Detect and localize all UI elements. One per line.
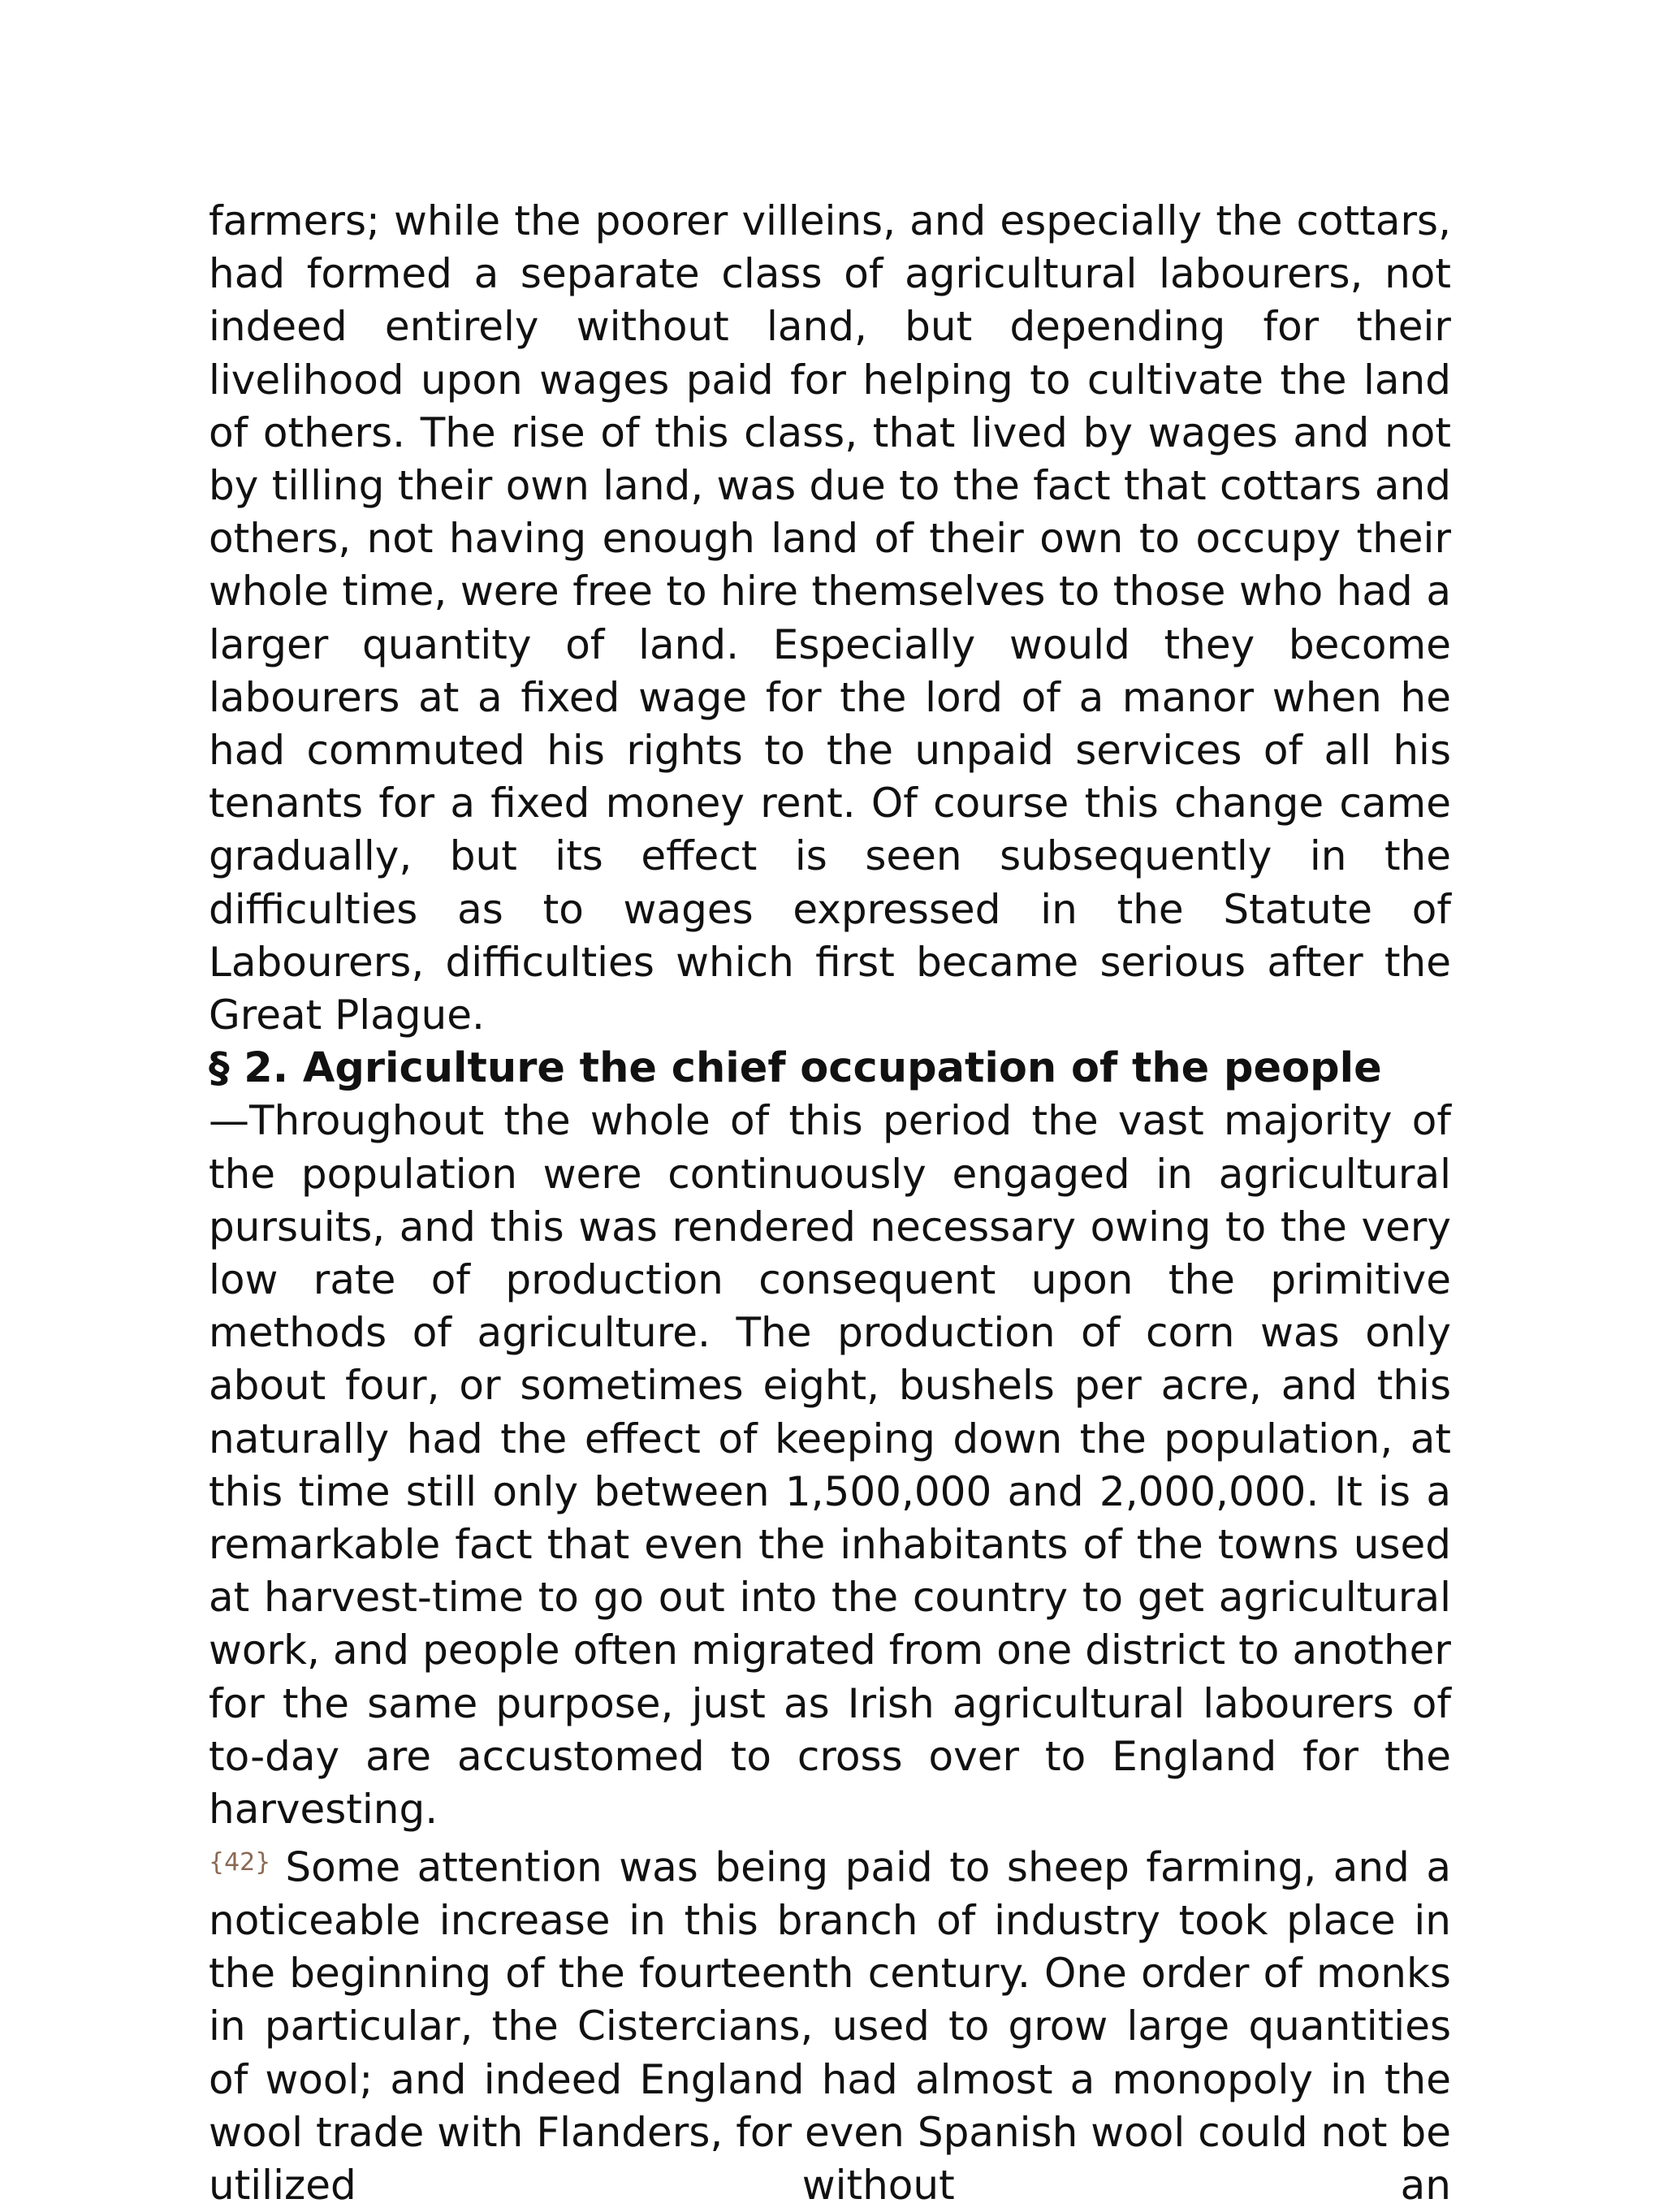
- document-page: [209, 195, 1451, 2212]
- paragraph: [209, 1836, 1451, 2212]
- paragraph-text: Some attention was being paid to sheep farming, and a noticeable increase in this branch of industry took place in the beginning of the fourteenth century. One order of monks in particular, the Cistercians, used to grow large quantities of wool; and indeed England had almost a monopoly in the wool trade with Flanders, for even Spanish wool could not be utilized without an: [209, 1843, 1451, 2210]
- section-heading: § 2. Agriculture the chief occupation of the people: [209, 1044, 1382, 1093]
- page-number: {42}: [209, 1848, 271, 1877]
- paragraph: farmers; while the poorer villeins, and especially the cottars, had formed a separate class of agricultural labourers, not indeed entirely without land, but depending for their livelihood upon wages paid for helping to cultivate the land of others. The rise of this class, that lived by wages and not by tilling their own land, was due to the fact that cottars and others, not having enough land of their own to occupy their whole time, were free to hire themselves to those who had a larger quantity of land. Especially would they become labourers at a fixed wage for the lord of a manor when he had commuted his rights to the unpaid services of all his tenants for a fixed money rent. Of course this change came gradually, but its effect is seen subsequently in the difficulties as to wages expressed in the Statute of Labourers, difficulties which first became serious after the Great Plague.: [209, 197, 1451, 1039]
- paragraph: —Throughout the whole of this period the vast majority of the population were continuously engaged in agricultural pursuits, and this was rendered necessary owing to the very low rate of production consequent upon the primitive methods of agriculture. The production of corn was only about four, or sometimes eight, bushels per acre, and this naturally had the effect of keeping down the population, at this time still only between 1,500,000 and 2,000,000. It is a remarkable fact that even the inhabitants of the towns used at harvest-time to go out into the country to get agricultural work, and people often migrated from one district to another for the same purpose, just as Irish agricultural labourers of to-day are accustomed to cross over to England for the harvesting.: [209, 1097, 1451, 1834]
